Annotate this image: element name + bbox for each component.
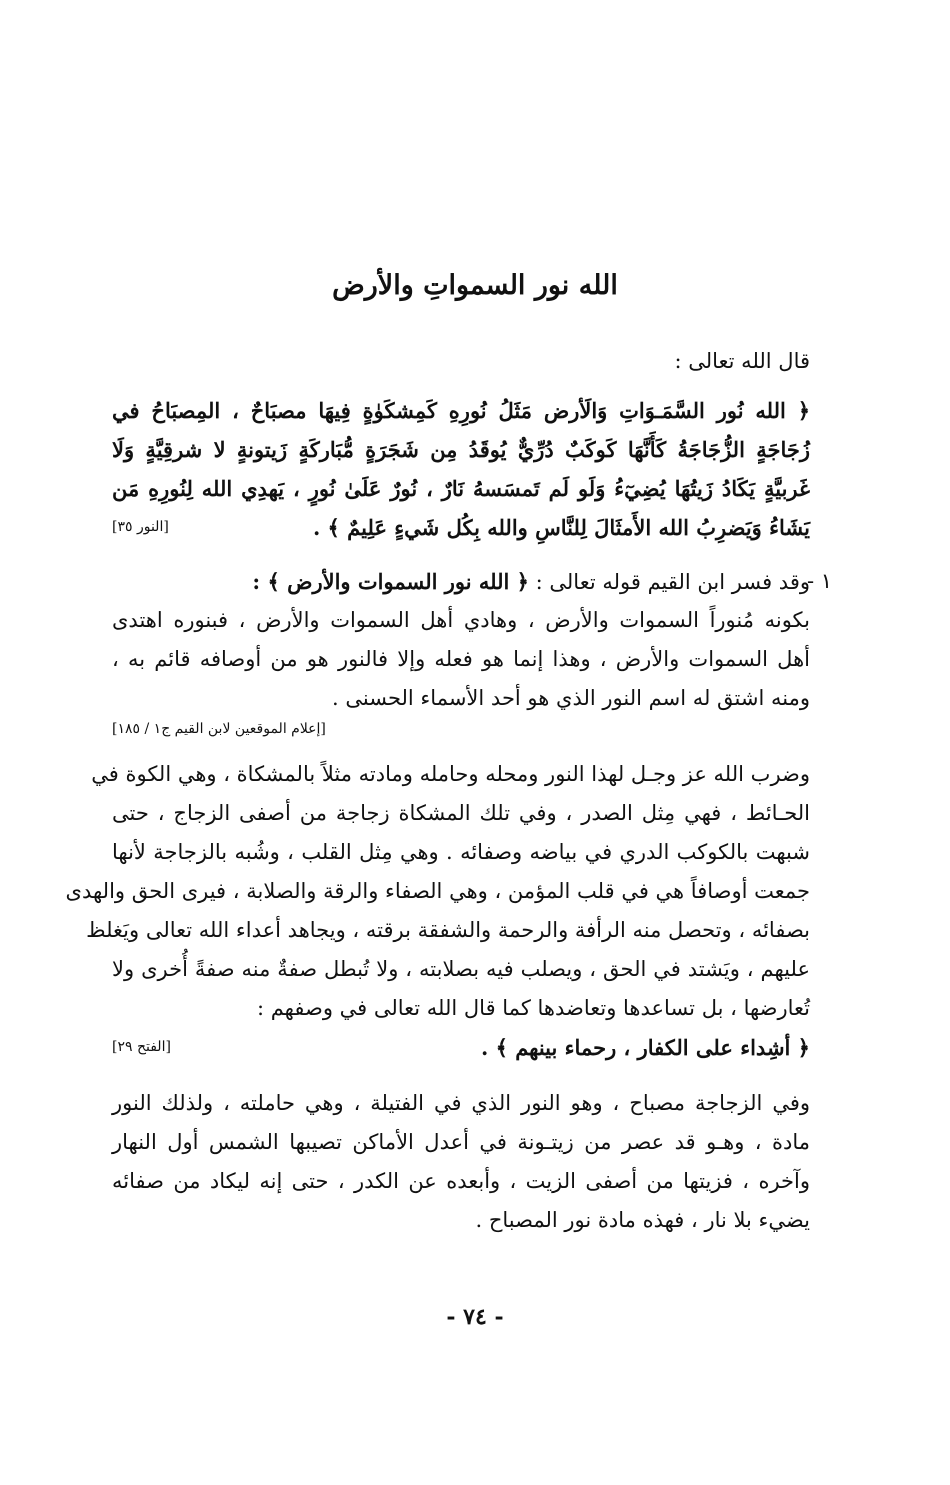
verse-line-text: يَشَاءُ وَيَضرِبُ الله الأَمثَالَ لِلنَّاسِ والله بِكُل شَيءٍ عَلِيمٌ ﴾ . [312, 515, 810, 540]
intro-line: قال الله تعالى : [674, 349, 810, 373]
point-1-line: ومنه اشتق له اسم النور الذي هو أحد الأسماء الحسنى . [332, 686, 810, 710]
paragraph-line: وفي الزجاجة مصباح ، وهو النور الذي في الفتيلة ، وهي حاملته ، ولذلك النور [112, 1091, 810, 1115]
point-number: ١ - [806, 569, 832, 593]
verse-2-line [112, 1028, 810, 1067]
citation: [إعلام الموقعين لابن القيم ج١ / ١٨٥] [112, 721, 326, 737]
paragraph-line: تُعارضها ، بل تساعدها وتعاضدها كما قال الله تعالى في وصفهم : [256, 996, 810, 1020]
paragraph-line: الحـائط ، فهي مِثل الصدر ، وفي تلك المشكاة زجاجة من أصفى الزجاج ، حتى [112, 801, 810, 825]
paragraph-line: وضرب الله عز وجـل لهذا النور ومحله وحامله ومادته مثلاً بالمشكاة ، وهي الكوة في [91, 762, 810, 786]
paragraph-3 [112, 1084, 810, 1240]
point-heading-text: وقد فسر ابن القيم قوله تعالى : [535, 570, 810, 594]
verse-line: غَربيَّةٍ يَكَادُ زَيتُهَا يُضِيٓءُ وَلَو لَم تَمسَسهُ نَارٌ ، نُورٌ عَلَىٰ نُورٍ ، يَهدِي الله لِنُورِهِ مَن [112, 476, 810, 501]
paragraph-line: وآخره ، فزيتها من أصفى الزيت ، وأبعده عن الكدر ، حتى إنه ليكاد من صفائه [112, 1169, 810, 1193]
verse-reference: [النور ٣٥] [112, 519, 169, 535]
paragraph-line: يضيء بلا نار ، فهذه مادة نور المصباح . [475, 1208, 810, 1232]
paragraph-line: بصفائه ، وتحصل منه الرأفة والرحمة والشفقة برقته ، ويجاهد أعداء الله تعالى ويَغلظ [86, 918, 810, 942]
point-1-line: أهل السموات والأرض ، وهذا إنما هو فعله وإلا فالنور هو من أوصافه قائم به ، [112, 647, 810, 671]
verse-block [112, 391, 810, 547]
paragraph-2 [65, 755, 810, 1067]
point-1-line: بكونه مُنوراً السموات والأرض ، وهادي أهل السموات والأرض ، فبنوره اهتدى [112, 608, 810, 632]
paragraph-line: شبهت بالكوكب الدري في بياضه وصفائه . وهي مِثل القلب ، وشُبه بالزجاجة لأنها [112, 840, 810, 864]
point-1-heading [112, 562, 832, 601]
intro-block [112, 342, 810, 381]
verse-2-reference: [الفتح ٢٩] [112, 1039, 171, 1055]
point-heading-quote: ﴿ الله نور السموات والأرض ﴾ : [252, 569, 529, 594]
paragraph-line: جمعت أوصافاً هي في قلب المؤمن ، وهي الصفاء والرقة والصلابة ، فيرى الحق والهدى [65, 879, 810, 903]
verse-line: زُجَاجَةٍ الزُّجَاجَةُ كَأَنَّهَا كَوكَبٌ دُرِّيٌّ يُوقَدُ مِن شَجَرَةٍ مُّبَاركَةٍ زَيتونةٍ لا شرقِيَّةٍ وَلَا [112, 437, 810, 462]
paragraph-line: مادة ، وهـو قد عصر من زيتـونة في أعدل الأماكن تصيبها الشمس أول النهار [112, 1130, 810, 1154]
point-1-block [112, 562, 832, 740]
paragraph-line: عليهم ، ويَشتد في الحق ، ويصلب فيه بصلابته ، ولا تُبطل صفةٌ منه صفةً أُخرى ولا [112, 957, 810, 981]
verse-line: ﴿ الله نُور السَّمَـوَاتِ وَالَأرض مَثَلُ نُورِهِ كَمِشكَوٰةٍ فِيهَا مصبَاحٌ ، المِصبَاحُ في [112, 398, 810, 423]
verse-2-text: ﴿ أشِداء على الكفار ، رحماء بينهم ﴾ . [480, 1035, 810, 1060]
page-title: الله نور السمواتِ والأرض [332, 270, 618, 301]
verse-line-last [112, 508, 810, 547]
page-number: - ٧٤ - [446, 1304, 504, 1330]
